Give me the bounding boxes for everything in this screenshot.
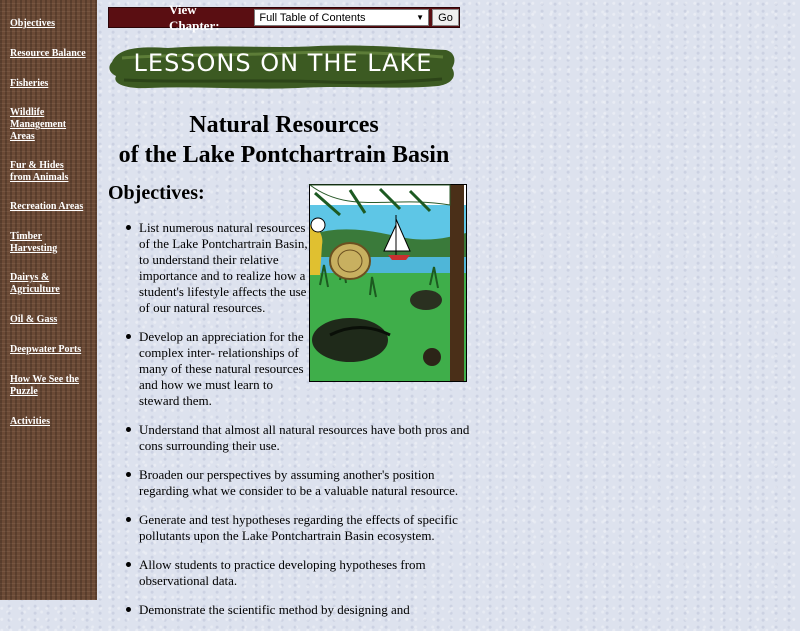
sidebar-link-dairys-agriculture[interactable]: Dairys & Agriculture: [10, 272, 60, 295]
objective-item: Broaden our perspectives by assuming another's position regarding what we consider to be a valuable natural resource.: [110, 467, 470, 499]
chapter-selector-bar: [108, 1, 460, 33]
lessons-banner: [108, 40, 458, 92]
sidebar-link-objectives[interactable]: Objectives: [10, 18, 55, 29]
chapter-select[interactable]: [254, 9, 429, 26]
page-title-line-2: of the Lake Pontchartrain Basin: [118, 142, 450, 168]
objective-item: Generate and test hypotheses regarding the effects of specific pollutants upon the Lake Pontchartrain Basin ecosystem.: [110, 512, 470, 544]
bullet-icon: [126, 517, 131, 522]
sidebar-link-timber-harvesting[interactable]: Timber Harvesting: [10, 231, 58, 254]
bullet-icon: [126, 225, 131, 230]
objective-item: Allow students to practice developing hypotheses from observational data.: [110, 557, 470, 589]
objective-item: Demonstrate the scientific method by designing and: [110, 602, 470, 618]
bullet-icon: [126, 607, 131, 612]
objectives-list: [110, 220, 470, 631]
sidebar-link-recreation-areas[interactable]: Recreation Areas: [10, 201, 84, 212]
sidebar-nav: [0, 0, 97, 600]
page-title-line-1: Natural Resources: [189, 112, 379, 138]
sidebar-link-deepwater-ports[interactable]: Deepwater Ports: [10, 344, 82, 355]
chevron-down-icon: ▼: [416, 13, 425, 22]
bullet-icon: [126, 427, 131, 432]
objectives-heading: Objectives:: [108, 182, 205, 204]
objective-item: Develop an appreciation for the complex inter- relationships of many of these natural resources and how we must learn to steward them.: [110, 329, 315, 409]
sidebar-link-resource-balance[interactable]: Resource Balance: [10, 48, 86, 59]
banner-title: LESSONS ON THE LAKE: [133, 49, 433, 77]
sidebar-link-how-we-see-puzzle[interactable]: How We See the Puzzle: [10, 374, 79, 397]
bullet-icon: [126, 562, 131, 567]
bullet-icon: [126, 334, 131, 339]
sidebar-link-oil-gass[interactable]: Oil & Gass: [10, 314, 58, 325]
page-title: [108, 110, 460, 170]
bullet-icon: [126, 472, 131, 477]
sidebar-link-wildlife-management-areas[interactable]: Wildlife Management Areas: [10, 107, 67, 142]
sidebar-link-fisheries[interactable]: Fisheries: [10, 78, 49, 89]
chapter-select-value: Full Table of Contents: [259, 11, 366, 24]
sidebar-link-fur-hides[interactable]: Fur & Hides from Animals: [10, 160, 69, 183]
objective-item: List numerous natural resources of the Lake Pontchartrain Basin, to understand their relative importance and to realize how a student's lifestyle affects the use of our natural resources.: [110, 220, 310, 316]
sidebar-link-activities[interactable]: Activities: [10, 416, 50, 427]
go-button[interactable]: Go: [432, 9, 459, 26]
chapter-label: View Chapter:: [169, 1, 220, 33]
objective-item: Understand that almost all natural resources have both pros and cons surrounding their use.: [110, 422, 470, 454]
